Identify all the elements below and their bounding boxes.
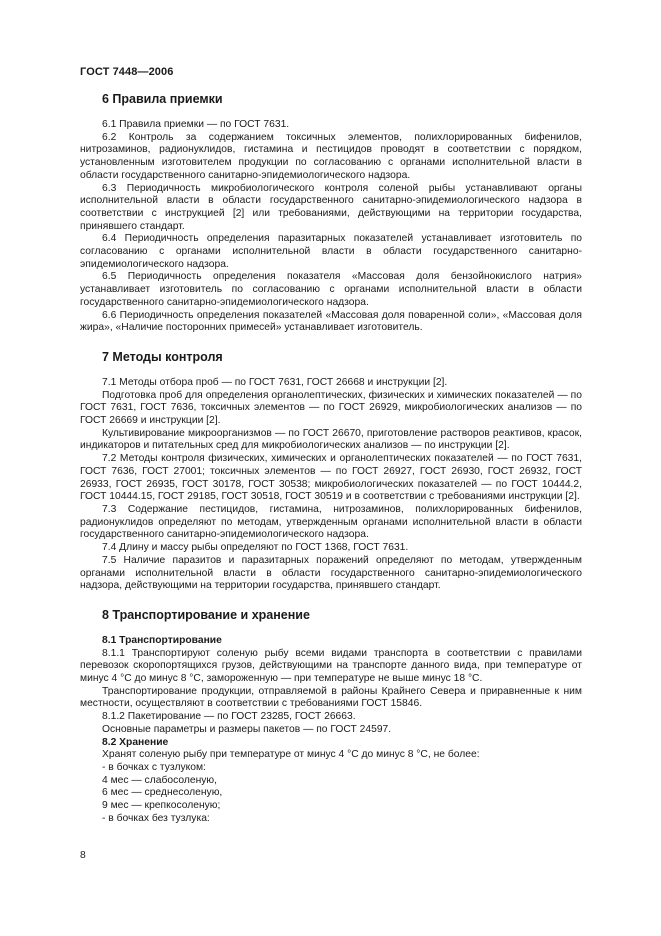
paragraph: Транспортирование продукции, отправляемой в районы Крайнего Севера и приравненные к ним местности, осуществляют в соответствии с требованиями ГОСТ 15846. (80, 685, 582, 710)
paragraph: Подготовка проб для определения органолептических, физических и химических показателей — по ГОСТ 7631, ГОСТ 7636, токсичных элементов — по ГОСТ 26929, микробиологических анализов — по ГОСТ 26669 и инструкции [2]. (80, 389, 582, 427)
paragraph: 8.1.1 Транспортируют соленую рыбу всеми видами транспорта в соответствии с правилами перевозок скоропортящихся грузов, действующими на транспорте данного вида, при температуре от минус 4 °С до минус 8 °С, замороженную — при температуре не выше минус 18 °С. (80, 647, 582, 685)
document-body (80, 91, 582, 825)
list-item: 4 мес — слабосоленую, (102, 774, 217, 786)
paragraph: 7.3 Содержание пестицидов, гистамина, нитрозаминов, полихлорированных бифенилов, радионуклидов определяют по методам, утвержденным органами исполнительной власти в области государственного санитарно-эпидемиологического надзора. (80, 503, 582, 541)
list-item: 6 мес — среднесоленую, (102, 787, 223, 799)
list-item: 9 мес — крепкосоленую; (102, 800, 221, 812)
paragraph: Хранят соленую рыбу при температуре от минус 4 °С до минус 8 °С, не более: (102, 749, 480, 761)
paragraph: 6.3 Периодичность микробиологического контроля соленой рыбы устанавливают органы исполнительной власти в области государственного санитарно-эпидемиологического надзора в соответствии с инструкцией [2] или требованиями, действующими на территории государства, принявшего стандарт. (80, 182, 582, 232)
paragraph: 6.4 Периодичность определения паразитарных показателей устанавливает изготовитель по согласованию с органами исполнительной власти в области государственного санитарно-эпидемиологического надзора. (80, 233, 582, 270)
section-8-title: 8 Транспортирование и хранение (102, 607, 310, 622)
subsection-8-1-title: 8.1 Транспортирование (102, 634, 222, 646)
subsection-8-2-title: 8.2 Хранение (102, 736, 169, 748)
paragraph: 6.5 Периодичность определения показателя «Массовая доля бензойнокислого натрия» устанавливает изготовитель по согласованию с органами исполнительной власти в области государственного санитарно-эпидемиологического надзора. (80, 271, 582, 308)
standard-header: ГОСТ 7448—2006 (80, 66, 174, 78)
paragraph: 7.5 Наличие паразитов и паразитарных поражений определяют по методам, утвержденным органами исполнительной власти в области государственного санитарно-эпидемиологического надзора, действующими на территории государства, принявшего стандарт. (80, 554, 582, 592)
page-number: 8 (80, 850, 86, 861)
list-item: - в бочках без тузлука: (102, 812, 210, 824)
paragraph: 7.2 Методы контроля физических, химических и органолептических показателей — по ГОСТ 7631, ГОСТ 7636, ГОСТ 27001; токсичных элементов — по ГОСТ 26927, ГОСТ 26930, ГОСТ 26932, ГОСТ 26933, ГОСТ 26935, ГОСТ 30178, ГОСТ 30538; микробиологических показателей — по ГОСТ 10444.2, ГОСТ 10444.15, ГОСТ 29185, ГОСТ 30518, ГОСТ 30519 и в соответствии с требованиями инструкции [2]. (80, 453, 582, 503)
paragraph: 6.6 Периодичность определения показателей «Массовая доля поваренной соли», «Массовая доля жира», «Наличие посторонних примесей» устанавливает изготовитель. (80, 309, 582, 334)
paragraph: 6.2 Контроль за содержанием токсичных элементов, полихлорированных бифенилов, нитрозаминов, радионуклидов, гистамина и пестицидов проводят в соответствии с порядком, установленным изготовителем продукции по согласованию с органами исполнительной власти в области государственного санитарно-эпидемиологического надзора. (80, 131, 582, 181)
paragraph: 7.4 Длину и массу рыбы определяют по ГОСТ 1368, ГОСТ 7631. (102, 542, 409, 554)
paragraph: Основные параметры и размеры пакетов — по ГОСТ 24597. (102, 723, 392, 735)
paragraph: 7.1 Методы отбора проб — по ГОСТ 7631, ГОСТ 26668 и инструкции [2]. (102, 376, 448, 388)
list-item: - в бочках с тузлуком: (102, 761, 206, 773)
paragraph: 8.1.2 Пакетирование — по ГОСТ 23285, ГОСТ 26663. (102, 711, 356, 723)
paragraph: 6.1 Правила приемки — по ГОСТ 7631. (102, 119, 290, 130)
section-6-title: 6 Правила приемки (102, 92, 223, 106)
section-7-title: 7 Методы контроля (102, 349, 223, 364)
paragraph: Культивирование микроорганизмов — по ГОСТ 26670, приготовление растворов реактивов, красок, индикаторов и питательных сред для микробиологических анализов — по инструкции [2]. (80, 427, 582, 452)
